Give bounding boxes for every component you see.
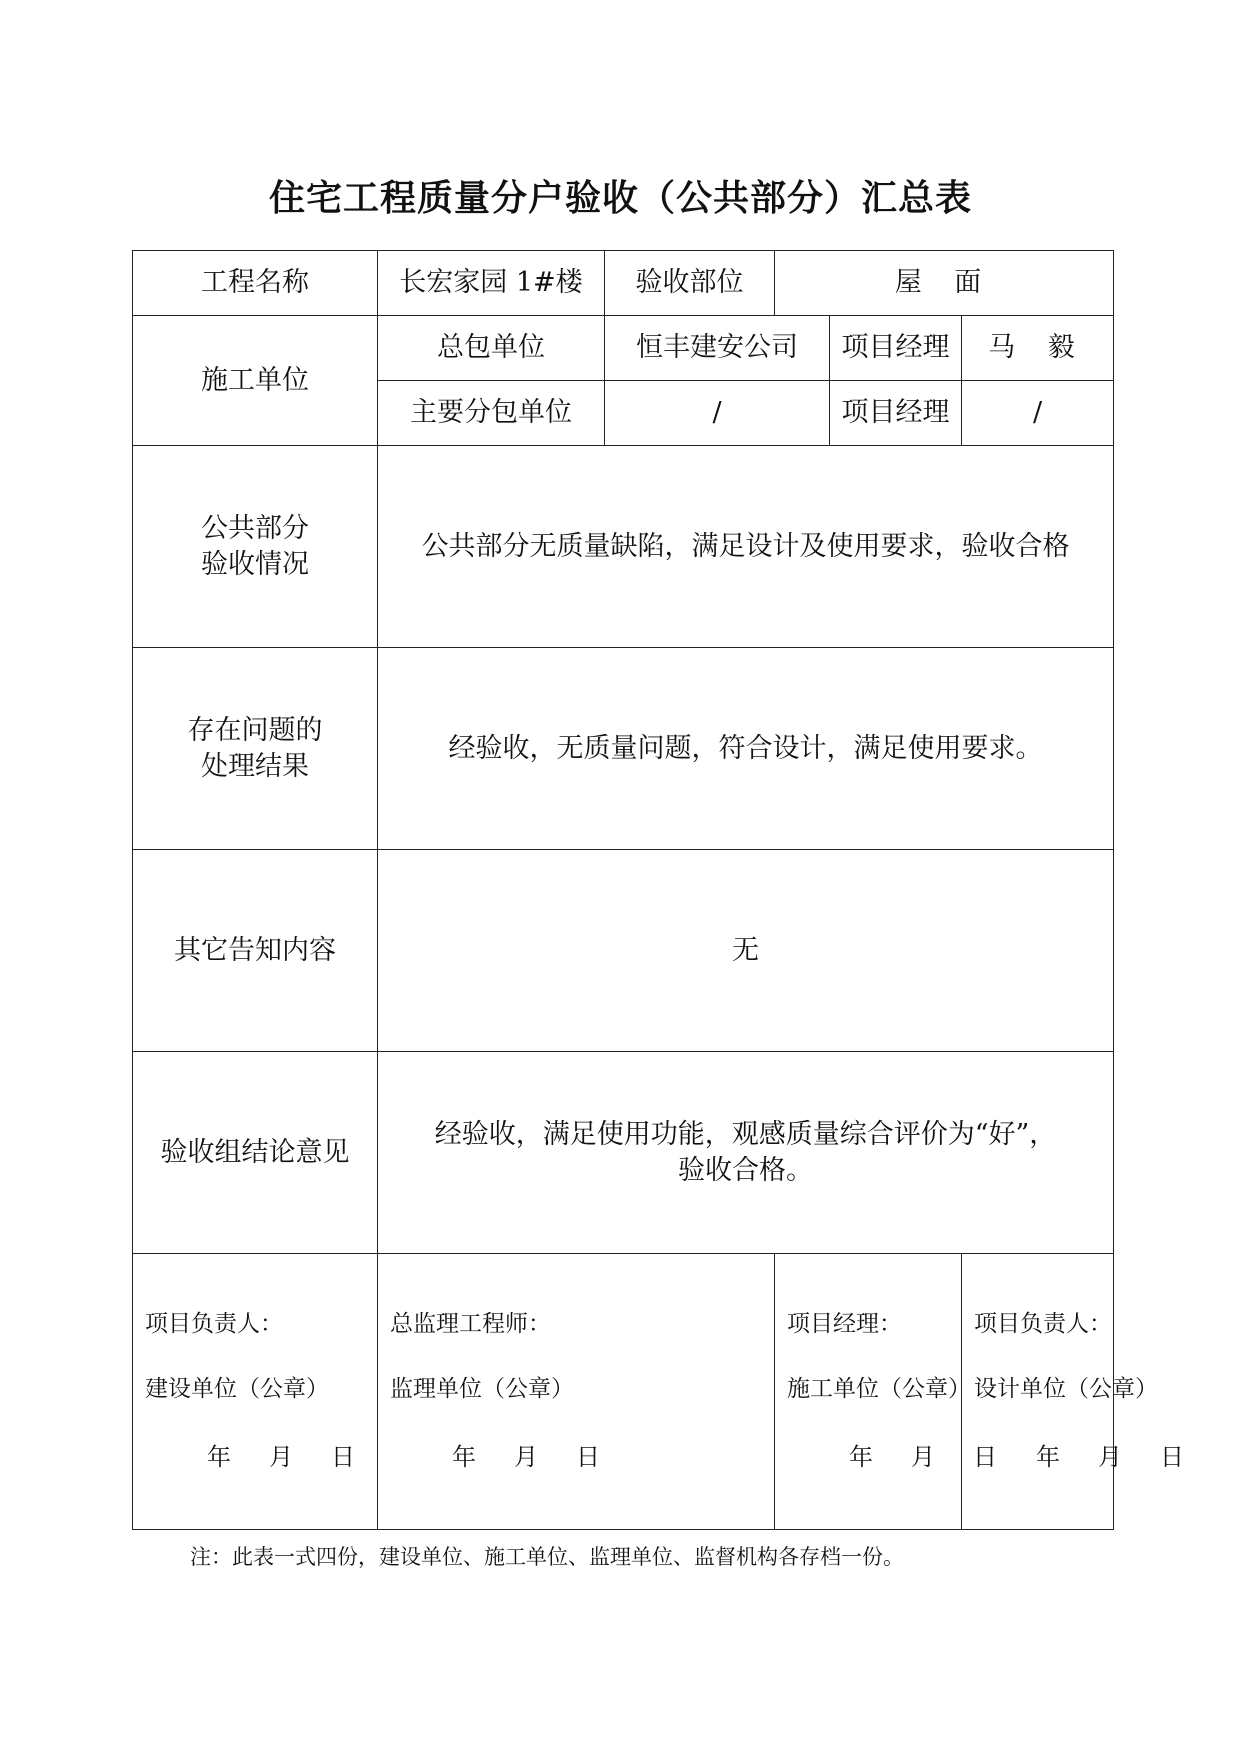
signature-role: 项目负责人： — [974, 1310, 1112, 1337]
date-day-label: 日 — [576, 1442, 600, 1471]
issues-value: 经验收，无质量问题，符合设计，满足使用要求。 — [378, 648, 1114, 850]
signature-cell-contractor — [775, 1254, 997, 1530]
signature-cell-supervisor — [378, 1254, 775, 1530]
public-acceptance-value: 公共部分无质量缺陷，满足设计及使用要求，验收合格 — [378, 446, 1114, 648]
general-contractor-row — [133, 316, 1114, 381]
construction-unit-label: 施工单位 — [133, 316, 378, 446]
conclusion-row — [133, 1052, 1114, 1254]
issues-label — [133, 648, 378, 850]
general-contractor-value: 恒丰建安公司 — [605, 316, 830, 381]
conclusion-value-line2: 验收合格。 — [678, 1154, 814, 1186]
public-acceptance-row — [133, 446, 1114, 648]
date-year-label: 年 — [1036, 1442, 1060, 1471]
date-day-label: 日 — [973, 1442, 997, 1471]
issues-label-line1: 存在问题的 — [187, 715, 323, 747]
signature-unit: 监理单位（公章） — [390, 1376, 574, 1403]
signature-date — [145, 1423, 365, 1491]
signature-date — [390, 1423, 762, 1491]
date-month-label: 月 — [1098, 1442, 1122, 1471]
project-name-label: 工程名称 — [133, 251, 378, 316]
public-acceptance-label-line2: 验收情况 — [201, 548, 309, 580]
page-title: 住宅工程质量分户验收（公共部分）汇总表 — [268, 178, 972, 219]
signature-row — [133, 1254, 1114, 1530]
date-month-label: 月 — [269, 1442, 293, 1471]
date-day-label: 日 — [1160, 1442, 1184, 1471]
project-name-value: 长宏家园 1#楼 — [378, 251, 605, 316]
general-pm-label: 项目经理 — [830, 316, 962, 381]
other-notice-row — [133, 850, 1114, 1052]
signature-cell-owner — [133, 1254, 378, 1530]
date-month-label: 月 — [514, 1442, 538, 1471]
acceptance-form-table — [132, 250, 1184, 1530]
acceptance-area-value: 屋 面 — [775, 251, 1114, 316]
issues-label-line2: 处理结果 — [201, 750, 309, 782]
sub-pm-value: / — [962, 381, 1114, 446]
general-contractor-label: 总包单位 — [378, 316, 605, 381]
conclusion-label: 验收组结论意见 — [133, 1052, 378, 1254]
other-notice-value: 无 — [378, 850, 1114, 1052]
general-pm-value: 马 毅 — [962, 316, 1114, 381]
date-year-label: 年 — [849, 1442, 873, 1471]
signature-role: 项目经理： — [787, 1310, 902, 1337]
public-acceptance-label — [133, 446, 378, 648]
public-acceptance-label-line1: 公共部分 — [201, 513, 309, 545]
other-notice-label: 其它告知内容 — [133, 850, 378, 1052]
acceptance-area-label: 验收部位 — [605, 251, 775, 316]
conclusion-value — [378, 1052, 1114, 1254]
project-row — [133, 251, 1114, 316]
signature-role: 项目负责人： — [145, 1310, 283, 1337]
date-year-label: 年 — [452, 1442, 476, 1471]
signature-unit: 施工单位（公章） — [787, 1376, 971, 1403]
footnote: 注：此表一式四份，建设单位、施工单位、监理单位、监督机构各存档一份。 — [190, 1545, 904, 1569]
sub-pm-label: 项目经理 — [830, 381, 962, 446]
signature-unit: 设计单位（公章） — [974, 1376, 1158, 1403]
subcontractor-label: 主要分包单位 — [378, 381, 605, 446]
issues-row — [133, 648, 1114, 850]
date-day-label: 日 — [331, 1442, 355, 1471]
conclusion-value-line1: 经验收，满足使用功能，观感质量综合评价为“好”， — [434, 1119, 1057, 1151]
date-year-label: 年 — [207, 1442, 231, 1471]
signature-date — [787, 1423, 997, 1491]
date-month-label: 月 — [911, 1442, 935, 1471]
subcontractor-value: / — [605, 381, 830, 446]
signature-role: 总监理工程师： — [390, 1310, 551, 1337]
signature-unit: 建设单位（公章） — [145, 1376, 329, 1403]
